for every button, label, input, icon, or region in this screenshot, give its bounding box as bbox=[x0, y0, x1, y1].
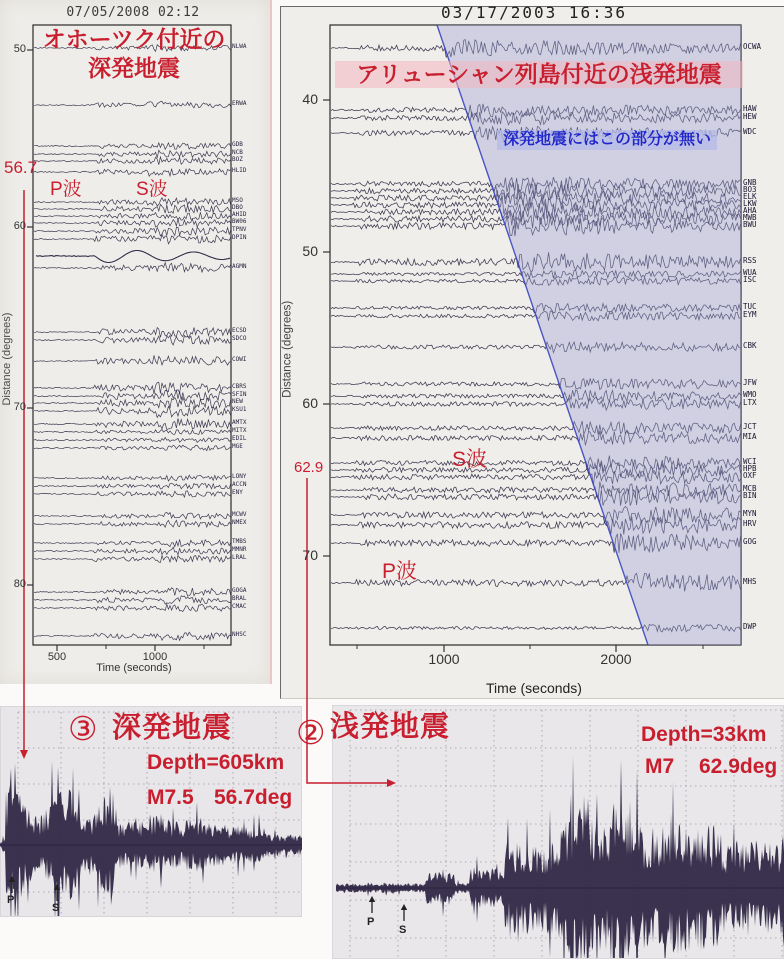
left-distance-marker: 56.7 bbox=[4, 158, 38, 177]
left-y-tick-label: 50 bbox=[13, 43, 26, 55]
shallow-event-distance: 62.9deg bbox=[699, 755, 778, 778]
station-code: NHSC bbox=[232, 631, 247, 638]
station-code: HEW bbox=[743, 112, 757, 121]
right-x-tick-label: 2000 bbox=[600, 651, 632, 667]
station-code: COWI bbox=[232, 356, 247, 363]
station-code: JFW bbox=[743, 378, 757, 387]
station-code: BRAL bbox=[232, 595, 247, 602]
station-code: WCI bbox=[743, 457, 757, 466]
station-code: HRV bbox=[743, 519, 757, 528]
shallow-p-arrival-label: P bbox=[367, 916, 375, 928]
station-code: HAW bbox=[743, 104, 757, 113]
station-code: LKW bbox=[743, 199, 757, 208]
shallow-event-magnitude: M7 bbox=[645, 755, 675, 778]
station-code: DBO bbox=[232, 204, 243, 211]
station-code: TMBS bbox=[232, 538, 247, 545]
left-y-tick-label: 80 bbox=[13, 578, 26, 590]
station-code: MGE bbox=[232, 443, 243, 450]
station-code: MMNR bbox=[232, 546, 247, 553]
station-code: BW06 bbox=[232, 218, 247, 225]
left-title-line2: 深発地震 bbox=[88, 55, 180, 81]
station-code: NMEX bbox=[232, 519, 247, 526]
right-y-tick-label: 50 bbox=[302, 243, 318, 259]
left-x-tick-label: 1000 bbox=[142, 651, 168, 663]
shallow-event-title: 浅発地震 bbox=[330, 711, 451, 743]
station-code: BIN bbox=[743, 491, 757, 500]
station-code: MIA bbox=[743, 432, 757, 441]
right-date: 03/17/2003 16:36 bbox=[440, 3, 628, 22]
station-code: ISC bbox=[743, 275, 757, 284]
station-code: TUC bbox=[743, 302, 757, 311]
station-code: CMAC bbox=[232, 603, 247, 610]
station-code: ACCN bbox=[232, 481, 247, 488]
station-code: HLID bbox=[232, 167, 247, 174]
station-code: WDC bbox=[743, 127, 757, 136]
deep-p-arrival-label: P bbox=[7, 894, 15, 906]
station-code: CBRS bbox=[232, 383, 247, 390]
station-code: AHID bbox=[232, 211, 247, 218]
right-distance-marker: 62.9 bbox=[294, 459, 324, 476]
left-p-wave-label: P波 bbox=[50, 179, 82, 200]
shallow-event-depth: Depth=33km bbox=[641, 723, 767, 746]
right-y-tick-label: 40 bbox=[302, 91, 318, 107]
right-x-axis-label: Time (seconds) bbox=[486, 680, 582, 696]
station-code: MWB bbox=[743, 213, 757, 222]
station-code: MITX bbox=[232, 427, 247, 434]
left-x-tick-label: 500 bbox=[47, 651, 67, 663]
deep-event-title: 深発地震 bbox=[112, 712, 233, 744]
left-y-axis-label: Distance (degrees) bbox=[0, 312, 13, 406]
right-note: 深発地震にはこの部分が無い bbox=[497, 130, 717, 150]
station-code: NCB bbox=[232, 149, 243, 156]
right-title: アリューシャン列島付近の浅発地震 bbox=[335, 61, 743, 88]
station-code: EYM bbox=[743, 310, 757, 319]
left-x-axis-label: Time (seconds) bbox=[96, 662, 172, 674]
shallow-s-arrival-label: S bbox=[399, 924, 407, 936]
station-code: DPIN bbox=[232, 234, 247, 241]
station-code: LTX bbox=[743, 398, 757, 407]
station-code: AHA bbox=[743, 206, 757, 215]
station-code: LONY bbox=[232, 473, 247, 480]
station-code: SFIN bbox=[232, 391, 247, 398]
station-code: OXF bbox=[743, 471, 757, 480]
left-y-tick-label: 70 bbox=[13, 401, 26, 413]
station-code: EDIL bbox=[232, 435, 247, 442]
deep-event-distance: 56.7deg bbox=[214, 786, 293, 809]
right-x-tick-label: 1000 bbox=[428, 651, 460, 667]
station-code: MSO bbox=[232, 197, 243, 204]
left-y-tick-label: 60 bbox=[13, 220, 26, 232]
station-code: GOGA bbox=[232, 587, 247, 594]
station-code: ELK bbox=[743, 192, 757, 201]
left-date: 07/05/2008 02:12 bbox=[66, 5, 200, 20]
shallow-event-number-badge: ② bbox=[296, 713, 326, 752]
station-code: WUA bbox=[743, 268, 757, 277]
right-y-tick-label: 70 bbox=[302, 547, 318, 563]
station-code: BOZ bbox=[232, 156, 243, 163]
station-code: ECSD bbox=[232, 327, 247, 334]
station-code: OCWA bbox=[743, 42, 762, 51]
station-code: DWP bbox=[743, 622, 757, 631]
station-code: TPNV bbox=[232, 226, 247, 233]
right-p-wave-label: P波 bbox=[382, 560, 418, 583]
right-y-axis-label: Distance (degrees) bbox=[281, 300, 294, 398]
deep-event-depth: Depth=605km bbox=[147, 751, 285, 774]
deep-s-arrival-label: S bbox=[52, 902, 60, 914]
right-s-wave-label: S波 bbox=[452, 448, 488, 471]
station-code: MCB bbox=[743, 484, 757, 493]
station-code: ENY bbox=[232, 489, 243, 496]
station-code: BO3 bbox=[743, 185, 757, 194]
station-code: AMTX bbox=[232, 419, 247, 426]
left-s-wave-label: S波 bbox=[136, 179, 168, 200]
station-code: SDCO bbox=[232, 335, 247, 342]
station-code: MCWV bbox=[232, 511, 247, 518]
left-title-line1: オホーツク付近の bbox=[42, 26, 226, 52]
station-code: GDB bbox=[232, 141, 243, 148]
station-code: NLWA bbox=[232, 43, 247, 50]
deep-event-magnitude: M7.5 bbox=[147, 786, 194, 809]
station-code: NEW bbox=[232, 398, 243, 405]
station-code: ERWA bbox=[232, 100, 247, 107]
station-code: JCT bbox=[743, 422, 757, 431]
right-y-tick-label: 60 bbox=[302, 395, 318, 411]
station-code: AGMN bbox=[232, 263, 247, 270]
station-code: GNB bbox=[743, 178, 757, 187]
station-code: BWU bbox=[743, 220, 757, 229]
station-code: GOG bbox=[743, 537, 757, 546]
station-code: RSS bbox=[743, 256, 757, 265]
station-code: LRAL bbox=[232, 554, 247, 561]
station-code: CBK bbox=[743, 341, 757, 350]
station-code: MYN bbox=[743, 509, 757, 518]
station-code: KSU1 bbox=[232, 406, 247, 413]
station-code: HPB bbox=[743, 464, 757, 473]
deep-event-number-badge: ③ bbox=[68, 709, 98, 748]
station-code: MHS bbox=[743, 577, 757, 586]
station-code: WMO bbox=[743, 390, 757, 399]
